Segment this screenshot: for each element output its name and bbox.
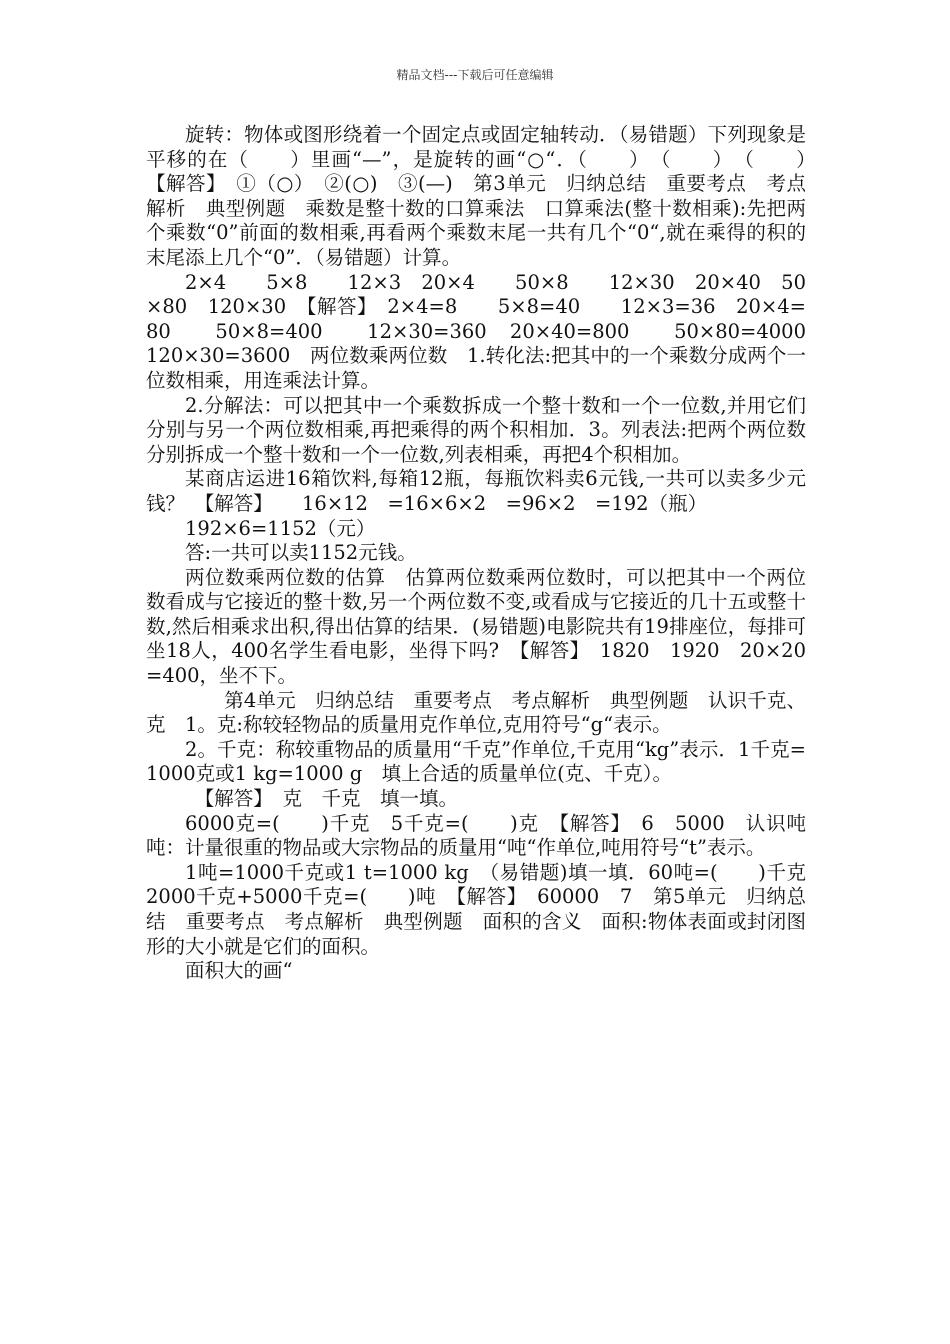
paragraph-rotation: 旋转：物体或图形绕着一个固定点或固定轴转动．（易错题）下列现象是平移的在（ ）里画“—”，是旋转的画“○“．（ ） （ ） （ ） 【解答】 ①（○） ②(○) ③(—) 第3单元 归纳总结 重要考点 考点解析 典型例题 乘数是整十数的口算乘法 口算乘法(整十数相乘):先把两个乘数“0”前面的数相乘,再看两个乘数末尾一共有几个“0“,就在乘得的积的末尾添上几个“0”．（易错题）计算。: [146, 123, 826, 269]
paragraph-kilogram: 2。千克：称较重物品的质量用“千克”作单位,千克用“kg”表示．1千克=1000克或1 kg=1000 g 填上合适的质量单位(克、千克）。: [146, 737, 806, 786]
paragraph-drinks-problem: 某商店运进16箱饮料,每箱12瓶，每瓶饮料卖6元钱,一共可以卖多少元钱？ 【解答】 16×12 =16×6×2 =96×2 =192（瓶）: [146, 467, 806, 515]
paragraph-drinks-step: 192×6=1152（元）: [185, 516, 376, 540]
paragraph-calculation: 2×4 5×8 12×3 20×4 50×8 12×30 20×40 50×80 120×30 【解答】 2×4=8 5×8=40 12×3=36 20×4=80 50×8=400 12×30=360 20×40=800 50×80=4000 120×30=3600 两位数乘两位数 1.转化法:把其中的一个乘数分成两个一位数相乘，用连乘法计算。: [146, 270, 826, 392]
page-header: 精品文档---下载后可任意编辑: [396, 68, 554, 82]
paragraph-decomposition: 2.分解法：可以把其中一个乘数拆成一个整十数和一个一位数,并用它们分别与另一个两位数相乘,再把乘得的两个积相加．3。列表法:把两个两位数分别拆成一个整十数和一个一位数,列表相乘，再把4个积相加。: [146, 393, 806, 466]
paragraph-unit5: 1吨=1000千克或1 t=1000 kg （易错题)填一填．60吨=( )千克 2000千克+5000千克=( )吨 【解答】 60000 7 第5单元 归纳总结 重要考点 考点解析 典型例题 面积的含义 面积:物体表面或封闭图形的大小就是它们的面积。: [146, 860, 826, 958]
document-body: [146, 123, 826, 984]
paragraph-estimation: 两位数乘两位数的估算 估算两位数乘两位数时，可以把其中一个两位数看成与它接近的整十数,另一个两位数不变,或看成与它接近的几十五或整十数,然后相乘求出积,得出估算的结果．(易错题)电影院共有19排座位，每排可坐18人，400名学生看电影，坐得下吗? 【解答】 1820 1920 20×20=400，坐不下。: [146, 565, 806, 688]
paragraph-unit4: 第4单元 归纳总结 重要考点 考点解析 典型例题 认识千克、克 1。克:称较轻物品的质量用克作单位,克用符号“g“表示。: [146, 688, 806, 737]
paragraph-drinks-answer: 答:一共可以卖1152元钱。: [185, 541, 417, 565]
paragraph-answer-units: 【解答】 克 千克 填一填。: [185, 787, 459, 811]
paragraph-ton: 6000克=( )千克 5千克=( )克 【解答】 6 5000 认识吨 吨：计量很重的物品或大宗物品的质量用“吨“作单位,吨用符号“t”表示。: [146, 811, 826, 860]
paragraph-area: 面积大的画“: [185, 959, 293, 983]
